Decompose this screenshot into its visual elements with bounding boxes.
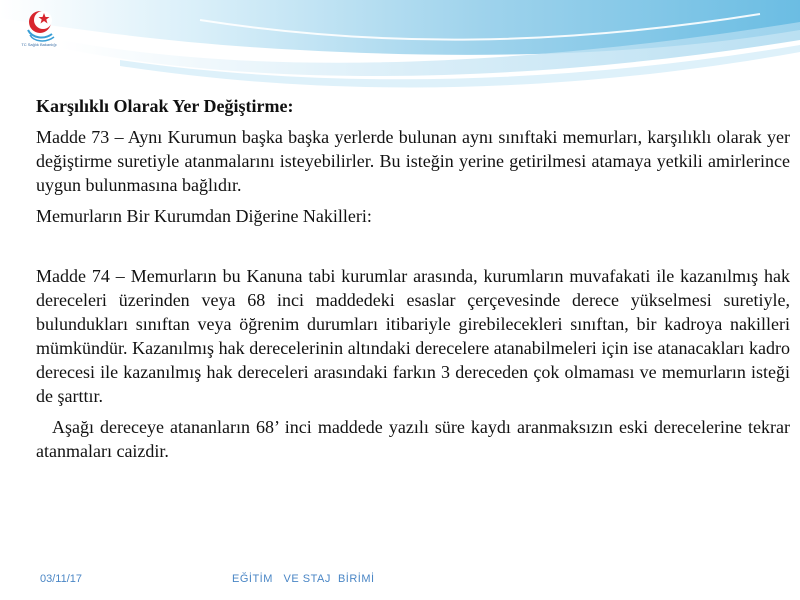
article-74-text: Madde 74 – Memurların bu Kanuna tabi kurumlar arasında, kurumların muvafakati ile kazanılmış hak dereceleri üzerinden veya 68 inci maddedeki esaslar çerçevesinde derece yükselmesi suretiyle, bulundukları sınıftan veya öğrenim durumları itibariyle girebilecekleri sınıftan, bir kadroya nakilleri mümkündür. Kazanılmış hak derecelerinin altındaki derecelere atanabilmeleri için ise atanacakları kadro derecesi ile kazanılmış hak dereceleri arasındaki farkın 3 dereceden çok olmaması ve memurların isteği de şarttır. [36, 266, 790, 406]
header-wave-decoration [0, 0, 800, 100]
document-body [36, 94, 790, 470]
section-subheading: Memurların Bir Kurumdan Diğerine Nakilleri: [36, 206, 372, 226]
logo-label: TC Sağlık Bakanlığı [21, 42, 57, 47]
ministry-crescent-star-logo [4, 4, 74, 74]
section-heading: Karşılıklı Olarak Yer Değiştirme: [36, 96, 294, 116]
footer-date: 03/11/17 [40, 573, 83, 585]
footer-unit-name: EĞİTİM VE STAJ BİRİMİ [232, 573, 375, 585]
article-73-text: Madde 73 – Aynı Kurumun başka başka yerlerde bulunan aynı sınıftaki memurları, karşılıklı olarak yer değiştirme suretiyle atanmalarını isteyebilirler. Bu isteğin yerine getirilmesi atamaya yetkili amirlerince uygun bulunmasına bağlıdır. [36, 127, 790, 195]
lower-grade-assignment-text: Aşağı dereceye atananların 68’ inci maddede yazılı süre kaydı aranmaksızın eski derecelerine tekrar atanmaları caizdir. [36, 417, 790, 461]
